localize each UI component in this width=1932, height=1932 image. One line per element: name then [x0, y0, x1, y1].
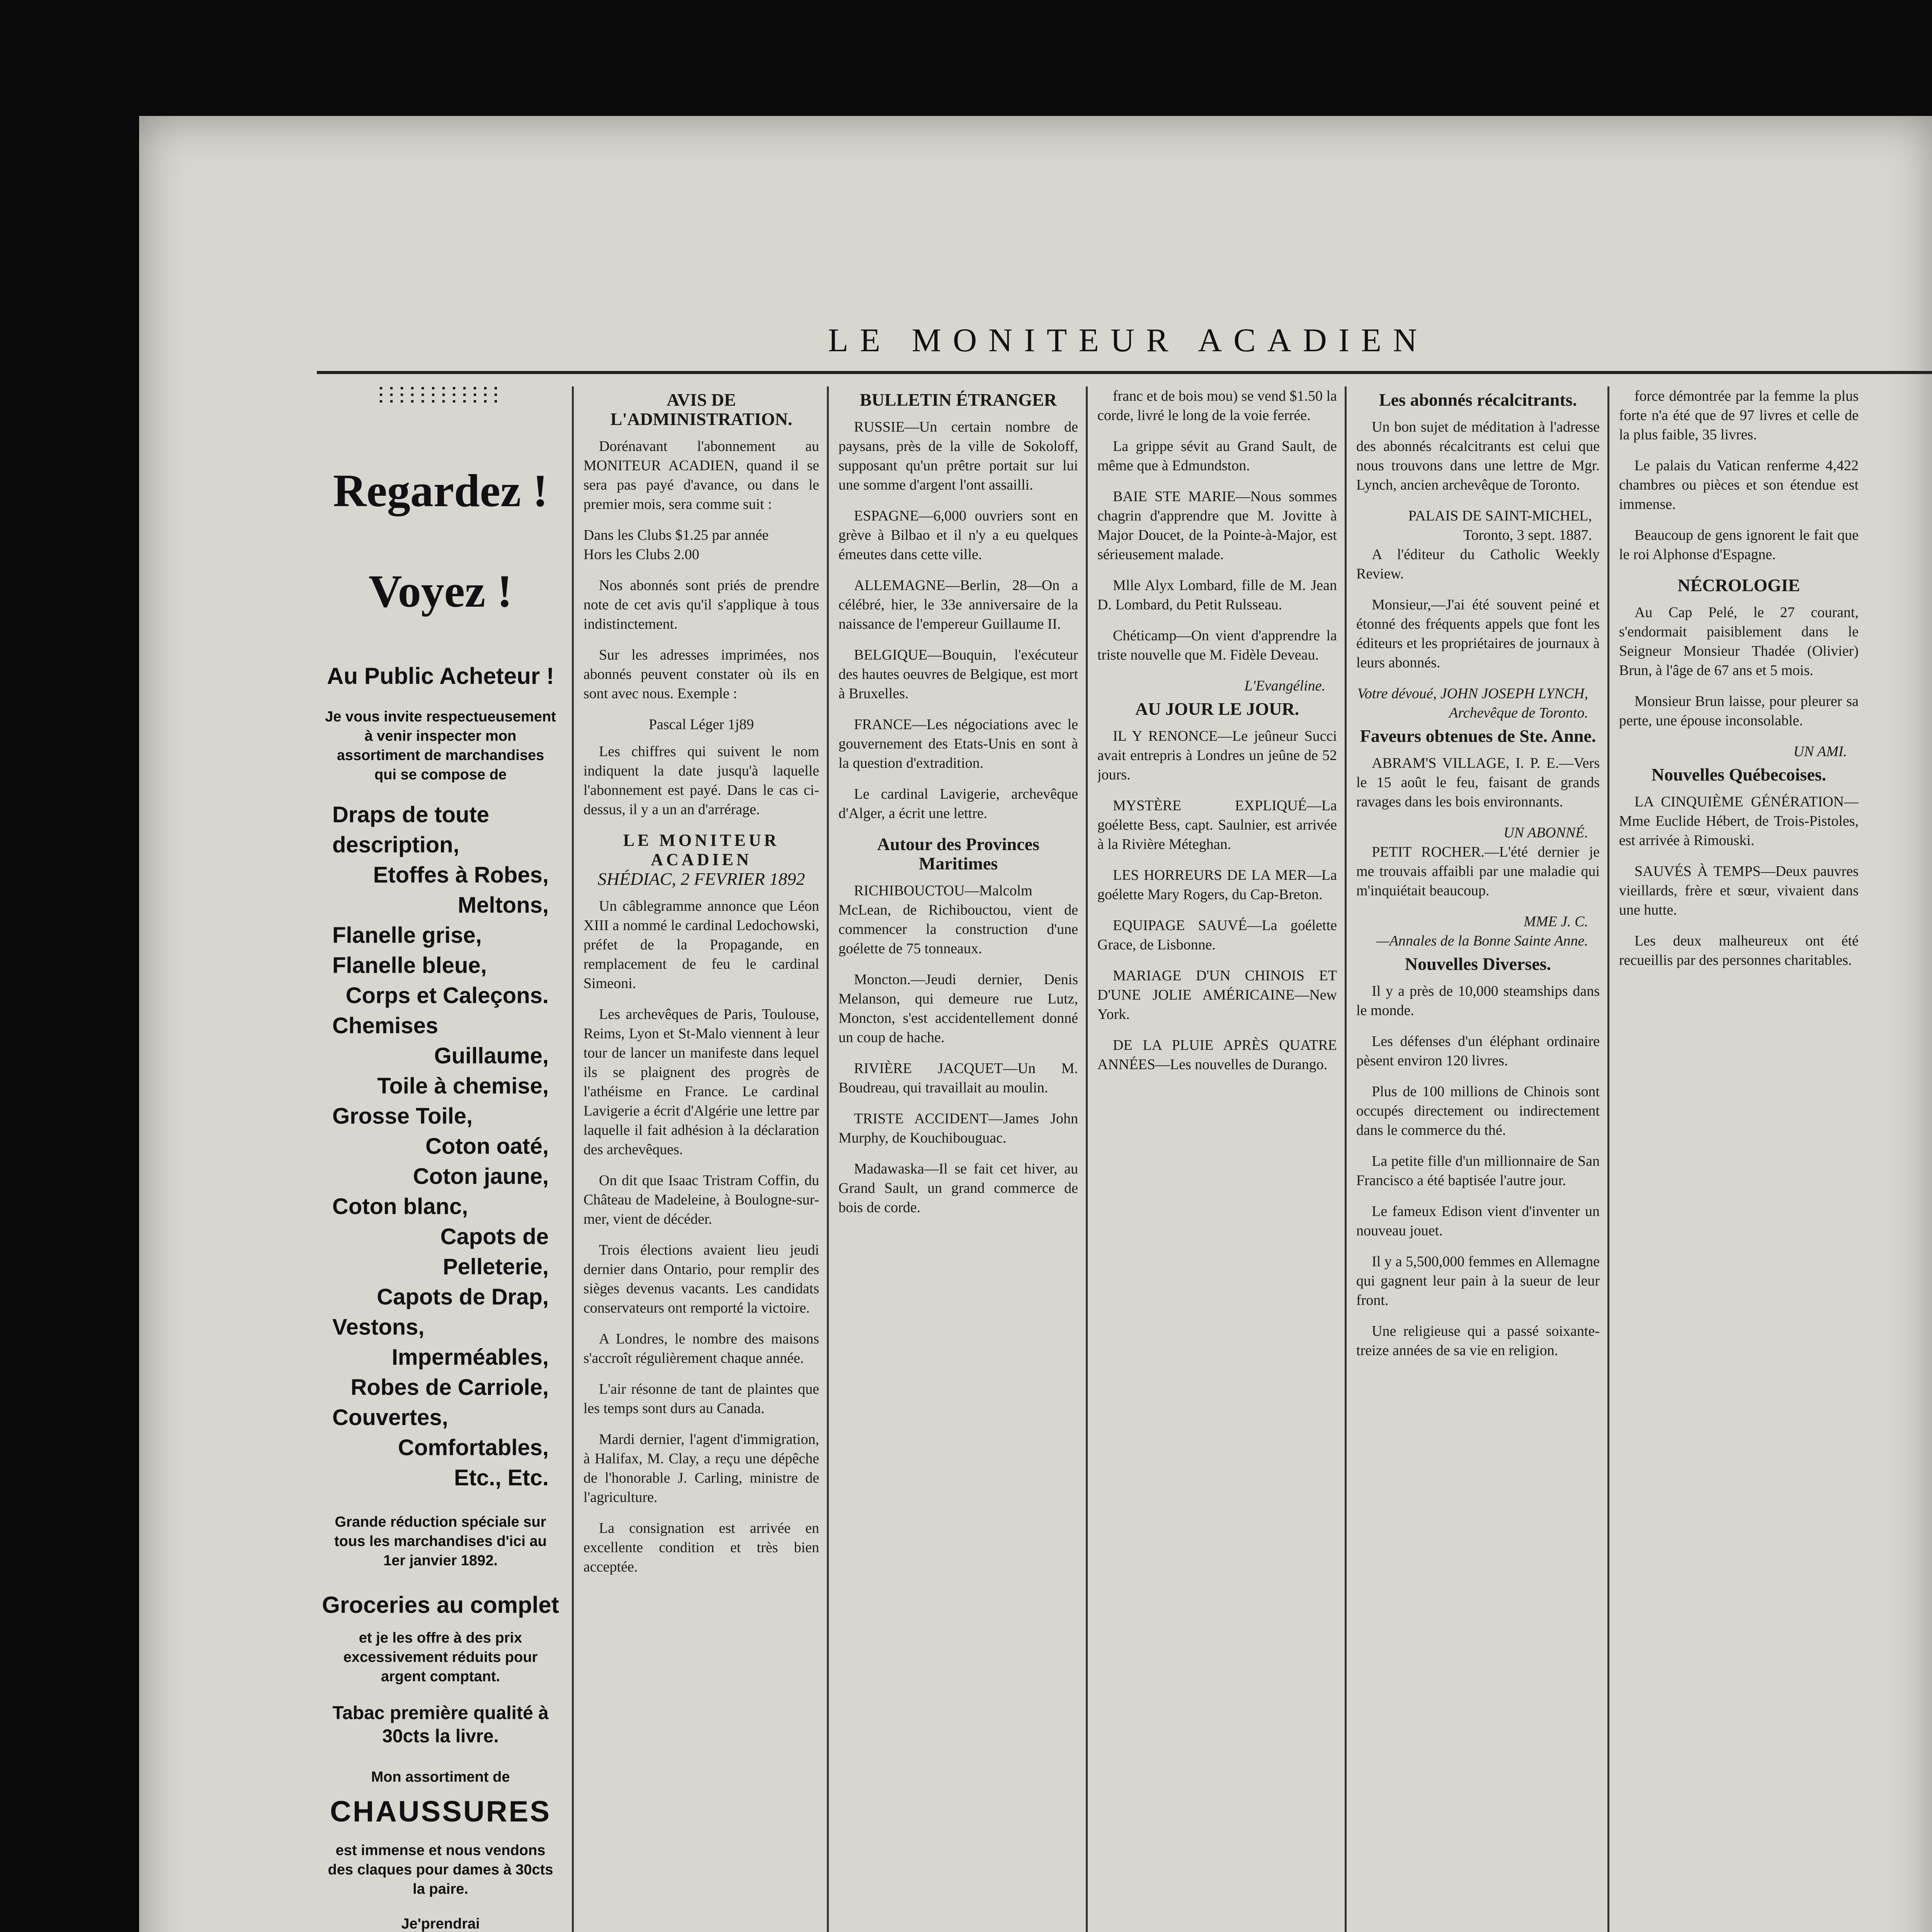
list-item: Imperméables, — [391, 1345, 549, 1370]
article-paragraph: Plus de 100 millions de Chinois sont occupés directement ou indirectement dans le commerce du thé. — [1356, 1083, 1600, 1138]
letter-signature: UN ABONNÉ. — [1503, 825, 1588, 841]
ad-headline-2: Voyez ! — [368, 565, 513, 617]
article-paragraph: IL Y RENONCE—Le jeûneur Succi avait entrepris à Londres un jeûne de 52 jours. — [1097, 728, 1337, 783]
ad-groceries: Groceries au complet — [322, 1592, 559, 1618]
source-signature: L'Evangéline. — [1244, 678, 1325, 694]
ad-reduction: Grande réduction spéciale sur tous les marchandises d'ici au 1er janvier 1892. — [334, 1514, 547, 1569]
article-paragraph: Il y a 5,500,000 femmes en Allemagne qui gagnent leur pain à la sueur de leur front. — [1356, 1253, 1600, 1308]
list-item: Capots de Drap, — [377, 1284, 549, 1310]
ad-intro: Je vous invite respectueusement à venir inspecter mon assortiment de marchandises qui se compose de — [325, 709, 556, 783]
quebecoises-heading: Nouvelles Québecoises. — [1651, 765, 1827, 784]
ad-headline-3: Au Public Acheteur ! — [327, 663, 554, 689]
article-paragraph: RIVIÈRE JACQUET—Un M. Boudreau, qui travaillait au moulin. — [838, 1060, 1078, 1096]
list-item: Corps et Caleçons. — [345, 983, 549, 1008]
paper-name: LE MONITEUR ACADIEN — [623, 831, 780, 869]
letter-signature: Votre dévoué, JOHN JOSEPH LYNCH, Archevêque de Toronto. — [1357, 685, 1588, 721]
necrologie-heading: NÉCROLOGIE — [1677, 575, 1800, 595]
article-paragraph: DE LA PLUIE APRÈS QUATRE ANNÉES—Les nouvelles de Durango. — [1097, 1037, 1337, 1073]
article-paragraph: RICHIBOUCTOU—Malcolm McLean, de Richibouctou, vient de commencer la construction d'une goélette de 75 tonneaux. — [838, 883, 1078, 957]
article-paragraph: Un bon sujet de méditation à l'adresse des abonnés récalcitrants est celui que nous trouvons dans une lettre de Mgr. Lynch, ancien archevêque de Toronto. — [1356, 419, 1600, 493]
article-paragraph: BELGIQUE—Bouquin, l'exécuteur des hautes oeuvres de Belgique, est mort à Bruxelles. — [838, 647, 1078, 702]
article-paragraph: Il y a près de 10,000 steamships dans le monde. — [1356, 983, 1600, 1019]
bulletin-heading: BULLETIN ÉTRANGER — [860, 390, 1057, 410]
column-4 — [1097, 386, 1337, 1932]
ad-tabac: Tabac première qualité à 30cts la livre. — [332, 1703, 549, 1747]
admin-rate-1: Dans les Clubs $1.25 par année — [583, 527, 769, 543]
admin-text-1: Dorénavant l'abonnement au MONITEUR ACADIEN, quand il se sera pas payé d'avance, ou dans le premier mois, sera comme suit : — [583, 438, 819, 512]
letter-signature: MME J. C. — [1524, 913, 1588, 930]
article-paragraph: SAUVÉS À TEMPS—Deux pauvres vieillards, frère et sœur, vivaient dans une hutte. — [1619, 863, 1859, 918]
list-item: Etc., Etc. — [454, 1465, 549, 1490]
column-divider — [1086, 386, 1088, 1932]
provinces-heading: Autour des Provinces Maritimes — [877, 834, 1039, 873]
article-paragraph: L'air résonne de tant de plaintes que les temps sont durs au Canada. — [583, 1381, 819, 1417]
article-paragraph: Trois élections avaient lieu jeudi dernier dans Ontario, pour remplir des sièges devenus vacants. Les candidats conservateurs ont remporté la victoire. — [583, 1242, 819, 1316]
article-paragraph: Une religieuse qui a passé soixante-treize années de sa vie en religion. — [1356, 1323, 1600, 1359]
ad-headline-1: Regardez ! — [333, 465, 548, 516]
article-paragraph: Les deux malheureux ont été recueillis par des personnes charitables. — [1619, 933, 1859, 968]
article-paragraph: A Londres, le nombre des maisons s'accroît régulièrement chaque année. — [583, 1331, 819, 1366]
article-paragraph: La petite fille d'un millionnaire de San Francisco a été baptisée l'autre jour. — [1356, 1153, 1600, 1189]
article-paragraph: Le palais du Vatican renferme 4,422 chambres ou pièces et son étendue est immense. — [1619, 457, 1859, 512]
article-paragraph: PETIT ROCHER.—L'été dernier je me trouvais affaibli par une maladie qui m'inquiétait beaucoup. — [1356, 844, 1600, 899]
article-paragraph: Mardi dernier, l'agent d'immigration, à Halifax, M. Clay, a reçu une dépêche de l'honorable J. Carling, ministre de l'agriculture. — [583, 1431, 819, 1505]
article-paragraph: franc et de bois mou) se vend $1.50 la corde, livré le long de la voie ferrée. — [1097, 388, 1337, 423]
admin-heading: AVIS DE L'ADMINISTRATION. — [610, 390, 793, 429]
list-item: Flanelle bleue, — [332, 953, 487, 978]
article-paragraph: A l'éditeur du Catholic Weekly Review. — [1356, 546, 1600, 582]
list-item: Grosse Toile, — [332, 1104, 473, 1129]
ad-border-top: ⫶⫶⫶⫶⫶⫶⫶⫶⫶⫶⫶⫶ — [378, 386, 503, 409]
masthead-rule — [317, 371, 1932, 374]
column-divider — [572, 386, 574, 1932]
column-6 — [1619, 386, 1859, 1932]
article-paragraph: MYSTÈRE EXPLIQUÉ—La goélette Bess, capt. Saulnier, est arrivée à la Rivière Méteghan. — [1097, 798, 1337, 852]
diverses-heading: Nouvelles Diverses. — [1405, 954, 1551, 974]
article-paragraph: Les archevêques de Paris, Toulouse, Reims, Lyon et St-Malo viennent à leur tour de lancer un manifeste dans lequel ils se plaignent des progrès de l'athéisme en France. Le cardinal Lavigerie a écrit d'Algérie une lettre par laquelle il fait adhésion à la déclaration des archevêques. — [583, 1006, 819, 1158]
article-paragraph: FRANCE—Les négociations avec le gouvernement des Etats-Unis en sont à la question d'extradition. — [838, 716, 1078, 771]
column-divider — [827, 386, 829, 1932]
admin-text-2: Nos abonnés sont priés de prendre note de cet avis qu'il s'applique à tous indistinctement. — [583, 577, 819, 632]
ad-groceries-sub: et je les offre à des prix excessivement réduits pour argent comptant. — [343, 1630, 538, 1685]
column-divider — [1607, 386, 1609, 1932]
admin-text-3: Sur les adresses imprimées, nos abonnés peuvent constater où ils en sont avec nous. Exemple : — [583, 647, 819, 702]
ad-chaussures-sub: est immense et nous vendons des claques pour dames à 30cts la paire. — [328, 1842, 553, 1897]
article-paragraph: Le cardinal Lavigerie, archevêque d'Alger, a écrit une lettre. — [838, 786, 1078, 821]
jour-heading: AU JOUR LE JOUR. — [1135, 699, 1299, 719]
list-item: Robes de Carriole, — [350, 1375, 549, 1400]
article-paragraph: Monsieur Brun laisse, pour pleurer sa perte, une épouse inconsolable. — [1619, 693, 1859, 729]
paper-date: SHÉDIAC, 2 FEVRIER 1892 — [597, 869, 805, 889]
article-paragraph: La grippe sévit au Grand Sault, de même que à Edmundston. — [1097, 438, 1337, 474]
admin-rate-2: Hors les Clubs 2.00 — [583, 546, 699, 563]
list-item: Comfortables, — [398, 1435, 549, 1460]
article-paragraph: Monsieur,—J'ai été souvent peiné et étonné des fréquents appels que font les éditeurs et les propriétaires de journaux à leurs abonnés. — [1356, 597, 1600, 671]
article-paragraph: Le fameux Edison vient d'inventer un nouveau jouet. — [1356, 1203, 1600, 1239]
article-paragraph: Chéticamp—On vient d'apprendre la triste nouvelle que M. Fidèle Deveau. — [1097, 628, 1337, 663]
article-paragraph: Beaucoup de gens ignorent le fait que le roi Alphonse d'Espagne. — [1619, 527, 1859, 563]
list-item: Meltons, — [457, 893, 549, 918]
list-item: Couvertes, — [332, 1405, 448, 1430]
article-paragraph: ESPAGNE—6,000 ouvriers sont en grève à Bilbao et il n'y a eu quelques émeutes dans cette ville. — [838, 508, 1078, 563]
article-paragraph: Mlle Alyx Lombard, fille de M. Jean D. Lombard, du Petit Rulsseau. — [1097, 577, 1337, 613]
article-paragraph: Les défenses d'un éléphant ordinaire pèsent environ 120 livres. — [1356, 1033, 1600, 1069]
list-item: Coton oaté, — [425, 1134, 549, 1159]
article-paragraph: LA CINQUIÈME GÉNÉRATION—Mme Euclide Hébert, de Trois-Pistoles, est arrivée à Rimouski. — [1619, 794, 1859, 849]
admin-text-4: Les chiffres qui suivent le nom indiquent la date jusqu'à laquelle l'abonnement est payé. Dans le cas ci-dessus, il y a un an d'arrérage. — [583, 743, 819, 818]
article-paragraph: TRISTE ACCIDENT—James John Murphy, de Kouchibouguac. — [838, 1111, 1078, 1146]
column-2 — [583, 386, 819, 1932]
list-item: Guillaume, — [434, 1043, 549, 1068]
article-paragraph: Madawaska—Il se fait cet hiver, au Grand Sault, un grand commerce de bois de corde. — [838, 1161, 1078, 1216]
column-3 — [838, 386, 1078, 1932]
article-paragraph: Moncton.—Jeudi dernier, Denis Melanson, qui demeure rue Lutz, Moncton, s'est accidentellement donné un coup de hache. — [838, 971, 1078, 1046]
ad-assortiment: Mon assortiment de — [371, 1769, 510, 1785]
article-paragraph: MARIAGE D'UN CHINOIS ET D'UNE JOLIE AMÉRICAINE—New York. — [1097, 968, 1337, 1022]
article-paragraph: Un câblegramme annonce que Léon XIII a nommé le cardinal Ledochowski, préfet de la Propagande, en remplacement de feu le cardinal Simeoni. — [583, 898, 819, 992]
article-paragraph: Au Cap Pelé, le 27 courant, s'endormait paisiblement dans le Seigneur Monsieur Thadée (Olivier) Brun, à l'âge de 67 ans et 5 mois. — [1619, 604, 1859, 679]
list-item: Vestons, — [332, 1315, 425, 1340]
list-item: Capots de Pelleterie, — [440, 1224, 549, 1279]
article-paragraph: RUSSIE—Un certain nombre de paysans, près de la ville de Sokoloff, supposant qu'un prêtre portait sur lui une somme d'argent l'ont assailli. — [838, 419, 1078, 493]
article-paragraph: BAIE STE MARIE—Nous sommes chagrin d'apprendre que M. Jovitte à Major Doucet, de la Pointe-à-Major, est sérieusement malade. — [1097, 488, 1337, 563]
column-5 — [1356, 386, 1600, 1932]
list-item: Coton jaune, — [413, 1164, 549, 1189]
list-item: Etoffes à Robes, — [373, 862, 549, 888]
list-item: Chemises — [332, 1013, 439, 1038]
masthead: LE MONITEUR ACADIEN — [828, 321, 1429, 359]
admin-example: Pascal Léger 1j89 — [648, 716, 754, 733]
list-item: Draps de toute description, — [332, 802, 490, 857]
letter-place: PALAIS DE SAINT-MICHEL, Toronto, 3 sept. 1887. — [1408, 508, 1592, 543]
column-divider — [1345, 386, 1347, 1932]
source-signature: —Annales de la Bonne Sainte Anne. — [1376, 933, 1588, 949]
letter-signature: UN AMI. — [1793, 743, 1847, 760]
article-paragraph: La consignation est arrivée en excellente condition et très bien acceptée. — [583, 1520, 819, 1575]
list-item: Toile à chemise, — [377, 1073, 549, 1099]
article-paragraph: force démontrée par la femme la plus forte n'a été que de 97 livres et celle de la plus faible, 35 livres. — [1619, 388, 1859, 443]
ad-item-list — [317, 800, 564, 1493]
list-item: Flanelle grise, — [332, 923, 482, 948]
article-paragraph: ABRAM'S VILLAGE, I. P. E.—Vers le 15 août le feu, faisant de grands ravages dans les bois environnants. — [1356, 755, 1600, 810]
article-paragraph: LES HORREURS DE LA MER—La goélette Mary Rogers, du Cap-Breton. — [1097, 867, 1337, 903]
ad-chaussures: CHAUSSURES — [330, 1795, 551, 1828]
ad-prendrai: Je'prendrai — [401, 1916, 480, 1932]
abonnes-heading: Les abonnés récalcitrants. — [1379, 390, 1577, 410]
advertisement-column — [317, 386, 564, 1932]
article-paragraph: On dit que Isaac Tristram Coffin, du Château de Madeleine, à Boulogne-sur-mer, vient de décéder. — [583, 1172, 819, 1227]
article-paragraph: EQUIPAGE SAUVÉ—La goélette Grace, de Lisbonne. — [1097, 917, 1337, 953]
article-paragraph: ALLEMAGNE—Berlin, 28—On a célébré, hier, le 33e anniversaire de la naissance de l'empereur Guillaume II. — [838, 577, 1078, 632]
faveurs-heading: Faveurs obtenues de Ste. Anne. — [1360, 726, 1596, 746]
list-item: Coton blanc, — [332, 1194, 468, 1219]
